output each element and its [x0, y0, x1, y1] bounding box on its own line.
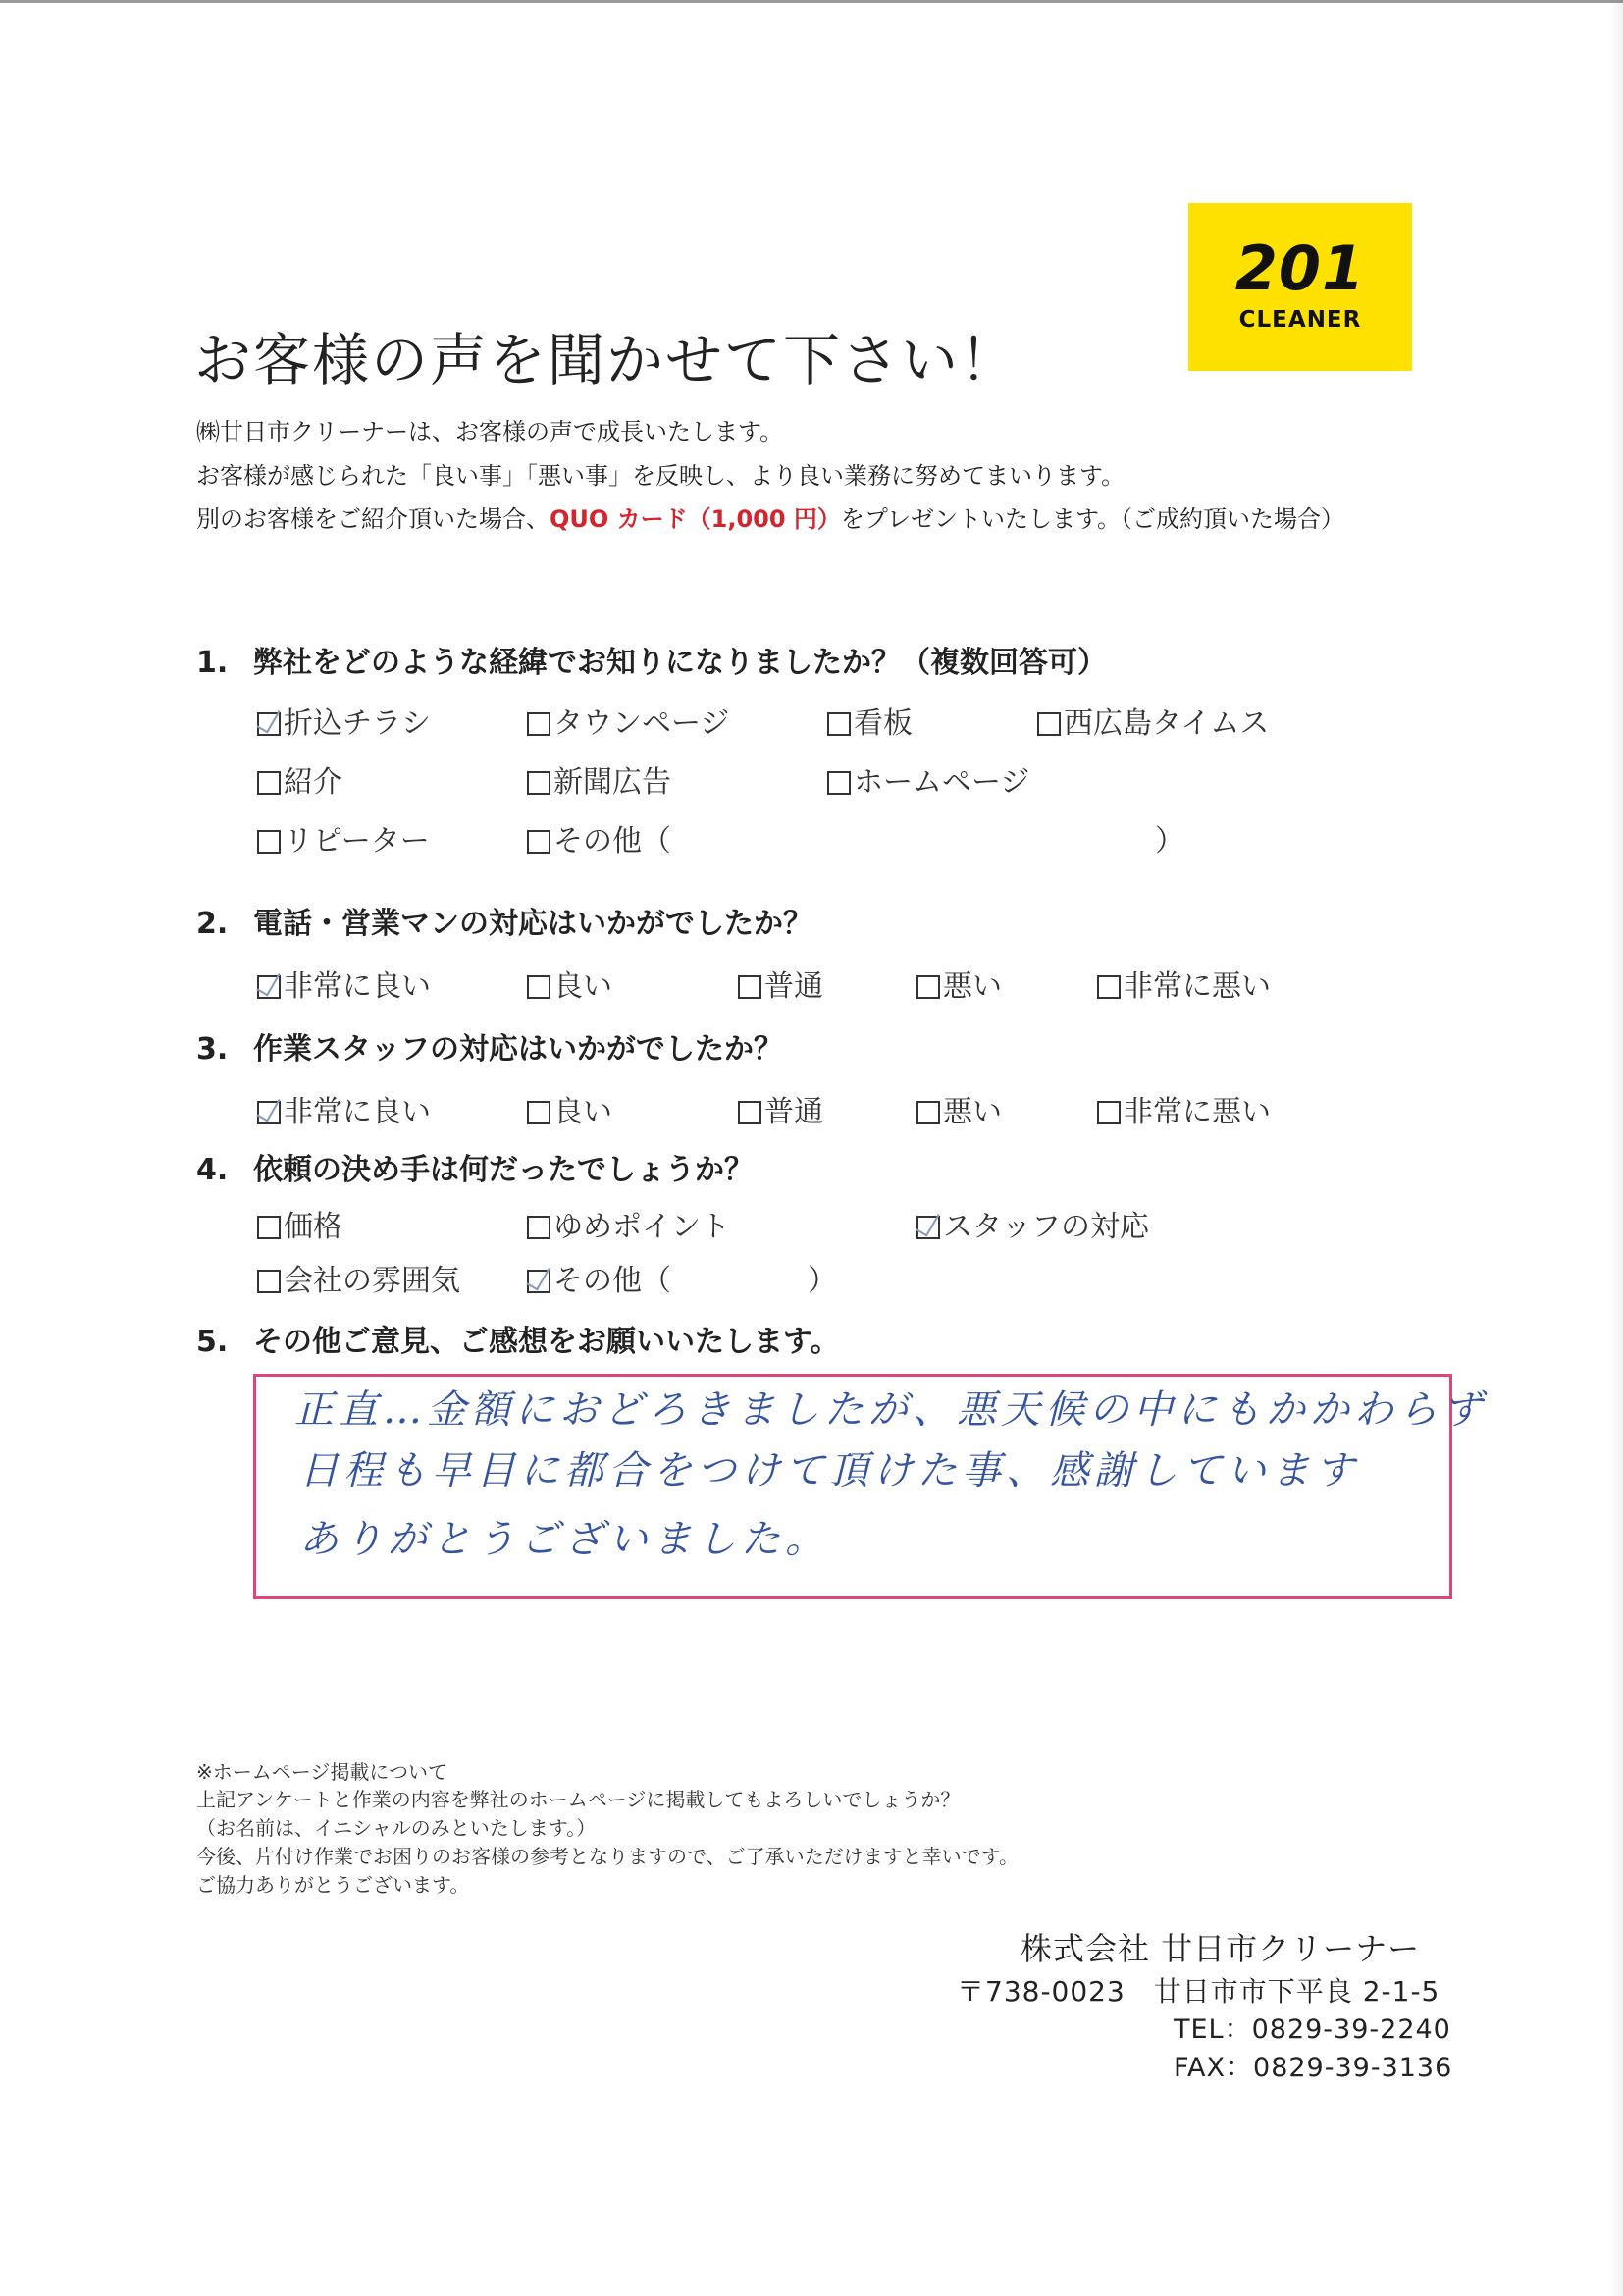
company-name: 株式会社 廿日市クリーナー [1021, 1930, 1421, 1967]
option-checkbox[interactable] [1097, 1094, 1271, 1131]
checkbox-icon[interactable] [916, 975, 940, 999]
logo-word: CLEANER [1238, 307, 1362, 333]
option-label: 良い [553, 969, 612, 1004]
option-label: スタッフの対応 [943, 1210, 1149, 1244]
option-label: 西広島タイムス [1064, 706, 1270, 741]
option-label: 悪い [943, 1095, 1002, 1129]
option-label: 非常に良い [284, 969, 431, 1004]
option-checkbox[interactable] [257, 705, 431, 743]
checkbox-icon[interactable] [916, 1101, 940, 1124]
checkbox-icon[interactable] [257, 975, 281, 999]
option-label: 価格 [284, 1210, 342, 1244]
checkbox-icon[interactable] [827, 712, 851, 736]
option-label: 新聞広告 [553, 765, 671, 800]
intro-line-3-post: をプレゼントいたします。（ご成約頂いた場合） [840, 505, 1345, 533]
option-label: 折込チラシ [284, 706, 431, 741]
company-logo [1188, 203, 1412, 371]
checkbox-icon[interactable] [257, 1270, 281, 1293]
company-fax: FAX：0829-39-3136 [1174, 2053, 1453, 2083]
option-checkbox[interactable] [527, 764, 671, 802]
close-paren: ） [1155, 824, 1184, 859]
page-title: お客様の声を聞かせて下さい！ [194, 327, 1020, 393]
checkbox-icon[interactable] [527, 1270, 550, 1293]
checkbox-icon[interactable] [916, 1216, 940, 1239]
question-text: 作業スタッフの対応はいかがでしたか？ [253, 1032, 783, 1067]
option-label: 普通 [764, 969, 823, 1004]
homepage-note-line: ご協力ありがとうございます。 [196, 1873, 470, 1897]
checkbox-icon[interactable] [257, 1216, 281, 1239]
option-checkbox[interactable] [257, 1263, 460, 1300]
intro-line-3 [196, 505, 1344, 534]
option-label: タウンページ [553, 706, 730, 741]
question-number: 1. [196, 646, 229, 680]
question-text: 依頼の決め手は何だったでしょうか？ [253, 1153, 754, 1187]
checkbox-icon[interactable] [1037, 712, 1061, 736]
company-tel: TEL：0829-39-2240 [1174, 2014, 1451, 2045]
comment-line: 正直…金額におどろきましたが、悪天候の中にもかかわらず [294, 1387, 1487, 1433]
option-checkbox[interactable] [1037, 705, 1269, 743]
checkbox-icon[interactable] [257, 830, 281, 854]
intro-line-3-pre: 別のお客様をご紹介頂いた場合、 [196, 505, 550, 533]
option-label: ホームページ [854, 765, 1030, 800]
option-label: 悪い [943, 969, 1002, 1004]
option-label: その他（ [553, 1264, 671, 1298]
option-label: 非常に良い [284, 1095, 431, 1129]
checkbox-icon[interactable] [527, 1101, 550, 1124]
option-checkbox[interactable] [527, 1094, 612, 1131]
scan-shadow [1609, 0, 1623, 2296]
comment-line: 日程も早目に都合をつけて頂けた事、感謝しています [299, 1448, 1359, 1493]
homepage-note-line: 上記アンケートと作業の内容を弊社のホームページに掲載してもよろしいでしょうか？ [196, 1788, 961, 1811]
option-checkbox[interactable] [257, 823, 430, 861]
option-label: その他（ [553, 824, 671, 859]
option-label: 良い [553, 1095, 612, 1129]
question-text: 弊社をどのような経緯でお知りになりましたか？（複数回答可） [253, 646, 1107, 680]
logo-number: 201 [1234, 233, 1366, 304]
option-checkbox[interactable] [916, 1209, 1149, 1246]
checkbox-icon[interactable] [827, 771, 851, 795]
intro-line-1: ㈱廿日市クリーナーは、お客様の声で成長いたします。 [196, 418, 784, 445]
option-checkbox[interactable] [916, 1094, 1002, 1131]
checkbox-icon[interactable] [257, 1101, 281, 1124]
option-checkbox[interactable] [257, 1209, 342, 1246]
close-paren: ） [808, 1264, 837, 1298]
option-checkbox[interactable] [527, 968, 612, 1006]
option-checkbox[interactable] [257, 968, 431, 1006]
checkbox-icon[interactable] [527, 771, 550, 795]
checkbox-icon[interactable] [527, 830, 550, 854]
option-label: 紹介 [284, 765, 342, 800]
checkbox-icon[interactable] [257, 712, 281, 736]
option-label: 非常に悪い [1124, 969, 1271, 1004]
option-label: リピーター [284, 824, 430, 859]
option-checkbox[interactable] [527, 705, 729, 743]
option-checkbox[interactable] [527, 1209, 730, 1246]
question-number: 4. [196, 1153, 229, 1187]
scan-edge [0, 0, 1623, 3]
option-checkbox[interactable] [1097, 968, 1271, 1006]
option-label: 看板 [854, 706, 913, 741]
company-address: 〒738-0023 廿日市市下平良 2-1-5 [957, 1975, 1440, 2008]
option-label: 普通 [764, 1095, 823, 1129]
checkbox-icon[interactable] [738, 1101, 761, 1124]
option-checkbox[interactable] [827, 764, 1029, 802]
comment-line: ありがとうございました。 [299, 1517, 829, 1562]
option-checkbox[interactable] [738, 1094, 823, 1131]
quo-card-highlight: QUO カード（1,000 円） [550, 505, 841, 533]
option-checkbox[interactable] [738, 968, 823, 1006]
intro-line-2: お客様が感じられた「良い事」「悪い事」を反映し、より良い業務に努めてまいります。 [196, 462, 1126, 490]
checkbox-icon[interactable] [527, 1216, 550, 1239]
option-checkbox[interactable] [257, 764, 342, 802]
option-label: ゆめポイント [553, 1210, 730, 1244]
question-number: 5. [196, 1325, 229, 1359]
checkbox-icon[interactable] [1097, 975, 1121, 999]
checkbox-icon[interactable] [1097, 1101, 1121, 1124]
homepage-note-line: （お名前は、イニシャルのみといたします。） [196, 1816, 597, 1840]
option-checkbox[interactable] [827, 705, 913, 743]
question-text: その他ご意見、ご感想をお願いいたします。 [253, 1325, 840, 1359]
option-label: 会社の雰囲気 [284, 1264, 460, 1298]
homepage-note-title: ※ホームページ掲載について [196, 1760, 447, 1784]
option-checkbox[interactable] [527, 823, 671, 861]
question-number: 2. [196, 907, 229, 941]
checkbox-icon[interactable] [738, 975, 761, 999]
option-checkbox[interactable] [916, 968, 1002, 1006]
option-checkbox[interactable] [257, 1094, 431, 1131]
option-label: 非常に悪い [1124, 1095, 1271, 1129]
question-text: 電話・営業マンの対応はいかがでしたか？ [253, 907, 812, 941]
checkbox-icon[interactable] [527, 975, 550, 999]
checkbox-icon[interactable] [527, 712, 550, 736]
option-checkbox[interactable] [527, 1263, 671, 1300]
checkbox-icon[interactable] [257, 771, 281, 795]
homepage-note-line: 今後、片付け作業でお困りのお客様の参考となりますので、ご了承いただけますと幸いです。 [196, 1845, 1019, 1868]
question-number: 3. [196, 1032, 229, 1067]
